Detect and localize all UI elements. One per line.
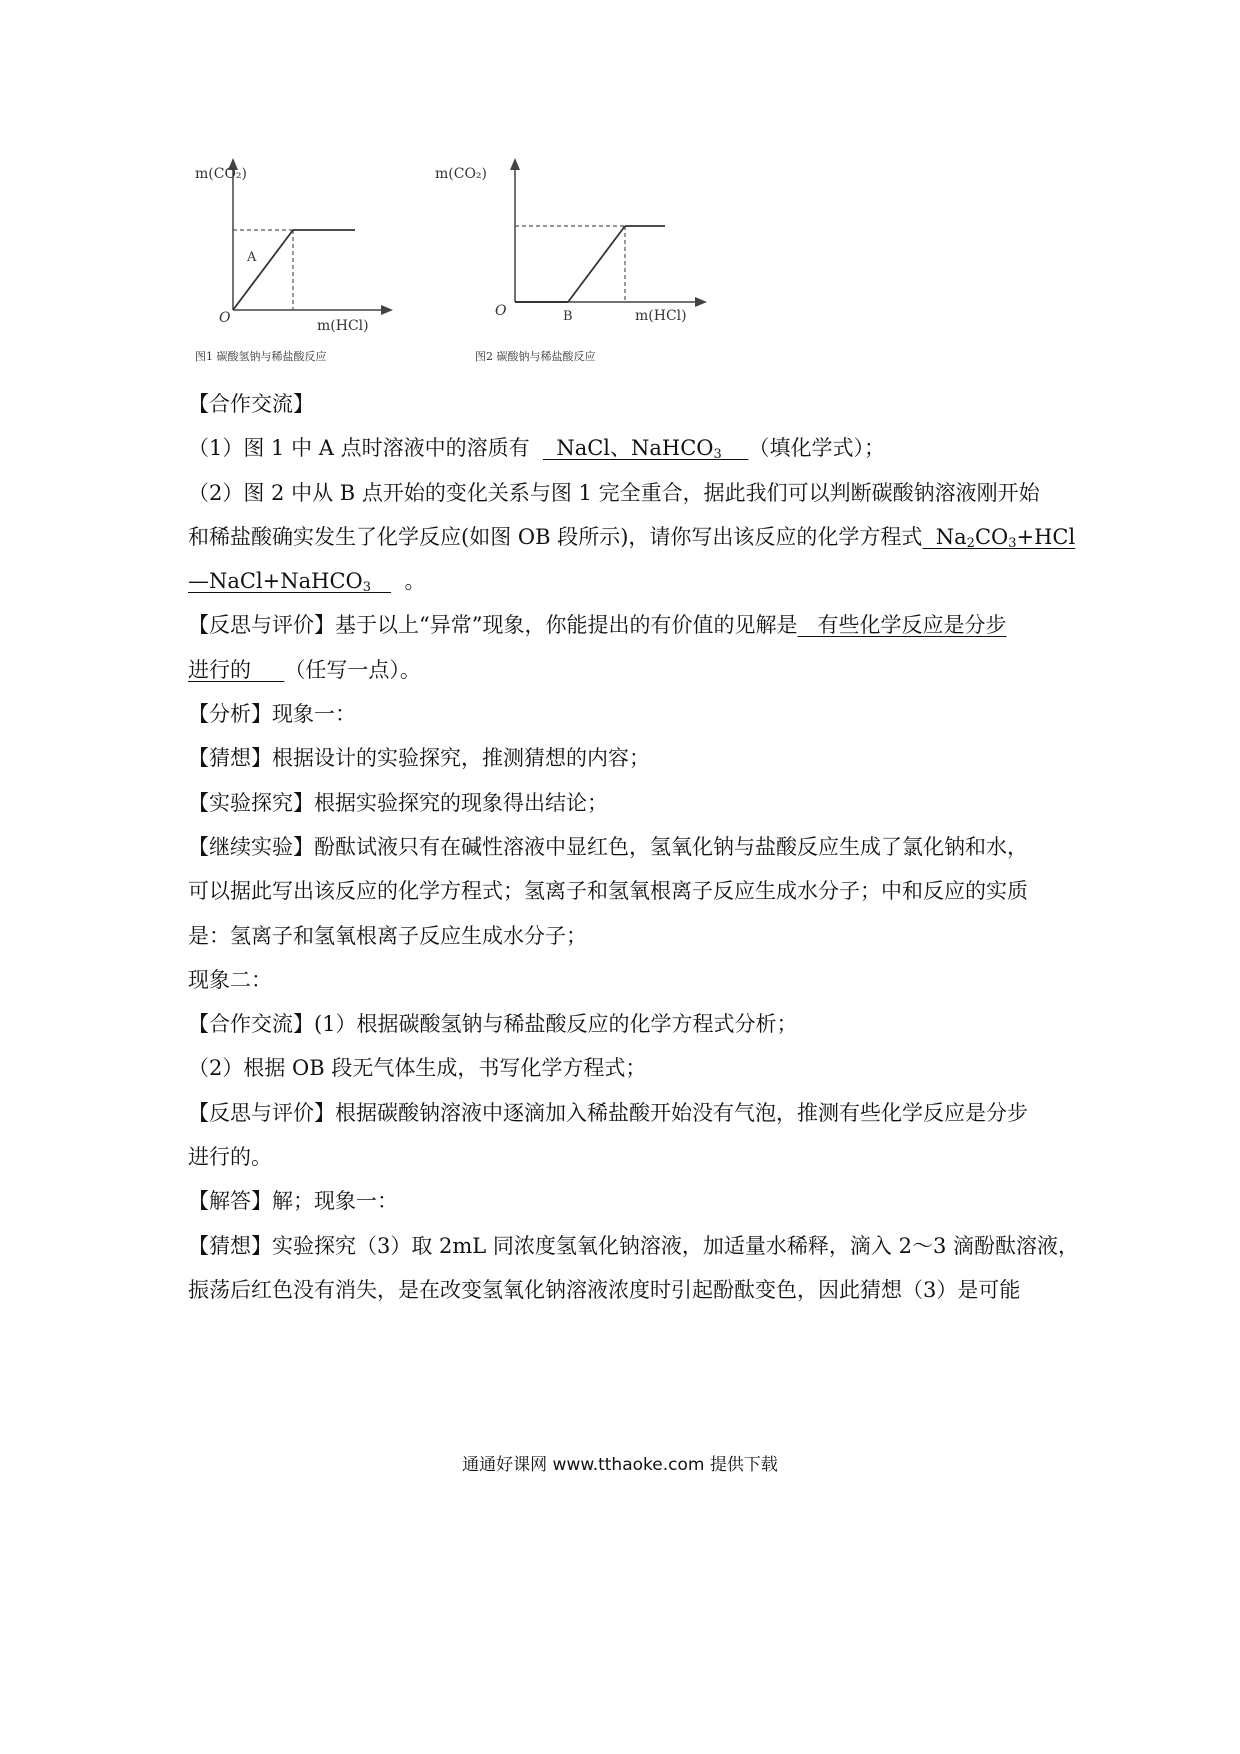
- figure-2-graph: [435, 160, 715, 370]
- paragraph: 可以据此写出该反应的化学方程式；氢离子和氢氧根离子反应生成水分子；中和反应的实质: [188, 879, 1028, 904]
- paragraph: 【继续实验】酚酞试液只有在碱性溶液中显红色，氢氧化钠与盐酸反应生成了氯化钠和水，: [188, 834, 1028, 859]
- subscript: 2: [966, 535, 975, 551]
- answer-blank: [543, 436, 749, 463]
- paragraph: [188, 603, 1058, 647]
- paragraph: 进行的。: [188, 1145, 272, 1170]
- paragraph: 【猜想】根据设计的实验探究，推测猜想的内容；: [188, 746, 650, 771]
- subscript: 3: [1008, 535, 1017, 551]
- paragraph: 【实验探究】根据实验探究的现象得出结论；: [188, 790, 608, 815]
- paragraph: 【反思与评价】根据碳酸钠溶液中逐滴加入稀盐酸开始没有气泡，推测有些化学反应是分步: [188, 1100, 1028, 1125]
- x-axis-label: m(HCl): [317, 318, 369, 334]
- paragraph: 【合作交流】(1）根据碳酸氢钠与稀盐酸反应的化学方程式分析；: [188, 1012, 798, 1037]
- figure-1-caption: 图1 碳酸氢钠与稀盐酸反应: [195, 350, 327, 363]
- answer-blank: [188, 569, 391, 596]
- answer-text: 进行的: [188, 657, 251, 682]
- answer-text: CO: [974, 524, 1009, 549]
- figure-2-caption: 图2 碳酸钠与稀盐酸反应: [475, 350, 596, 363]
- answer-text: —NaCl+NaHCO: [188, 569, 363, 594]
- text: 和稀盐酸确实发生了化学反应(如图 OB 段所示)，请你写出该反应的化学方程式: [188, 524, 923, 549]
- y-axis-label: m(CO₂): [195, 166, 248, 182]
- paragraph: [188, 515, 1076, 559]
- text: （填化学式）；: [748, 436, 885, 461]
- figure-1-graph: [195, 160, 400, 370]
- rising-line: [233, 230, 293, 310]
- figure-2: [435, 160, 715, 370]
- x-axis-label: m(HCl): [635, 308, 687, 324]
- answer-text: Na: [935, 524, 967, 549]
- answer-text: 有些化学反应是分步: [817, 613, 1007, 638]
- x-axis-arrow: [695, 297, 707, 307]
- y-axis-label: m(CO₂): [435, 166, 488, 182]
- subscript: 3: [362, 580, 372, 596]
- paragraph: （2）图 2 中从 B 点开始的变化关系与图 1 完全重合，据此我们可以判断碳酸钠溶液刚开始: [188, 480, 1040, 505]
- x-axis-arrow: [381, 305, 393, 315]
- origin-label: O: [495, 303, 507, 319]
- answer-blank: [797, 613, 1006, 637]
- paragraph: [188, 648, 1058, 692]
- point-b-label: B: [563, 309, 573, 324]
- origin-label: O: [219, 310, 231, 326]
- text: （任写一点）。: [284, 657, 421, 682]
- text: 【反思与评价】基于以上“异常”现象，你能提出的有价值的见解是: [188, 613, 798, 638]
- y-axis-arrow: [510, 158, 520, 170]
- paragraph: 【分析】现象一：: [188, 702, 356, 727]
- answer-blank: [922, 525, 1075, 549]
- answer-blank: [188, 658, 284, 682]
- subscript: 3: [713, 447, 722, 463]
- paragraph: 振荡后红色没有消失，是在改变氢氧化钠溶液浓度时引起酚酞变色，因此猜想（3）是可能: [188, 1277, 1021, 1302]
- rising-line: [568, 226, 625, 302]
- paragraph: （2）根据 OB 段无气体生成，书写化学方程式；: [188, 1056, 647, 1081]
- section-heading: 【合作交流】: [188, 392, 314, 416]
- text: 。: [404, 569, 426, 594]
- page-footer: 通通好课网 www.tthaoke.com 提供下载: [462, 1455, 778, 1475]
- paragraph: [188, 426, 1058, 470]
- answer-text: NaCl、NaHCO: [556, 436, 714, 461]
- paragraph: [188, 559, 1058, 603]
- text: （1）图 1 中 A 点时溶液中的溶质有: [188, 436, 530, 461]
- paragraph: 现象二：: [188, 967, 272, 992]
- paragraph: 【解答】解；现象一：: [188, 1189, 398, 1214]
- paragraph: 是：氢离子和氢氧根离子反应生成水分子；: [188, 923, 587, 948]
- document-body: [188, 382, 1079, 1312]
- paragraph: 【猜想】实验探究（3）取 2mL 同浓度氢氧化钠溶液，加适量水稀释，滴入 2～3 滴酚酞溶液，: [188, 1233, 1079, 1258]
- figure-1: [195, 160, 400, 370]
- answer-text: +HCl: [1016, 524, 1076, 549]
- point-a-label: A: [247, 250, 257, 265]
